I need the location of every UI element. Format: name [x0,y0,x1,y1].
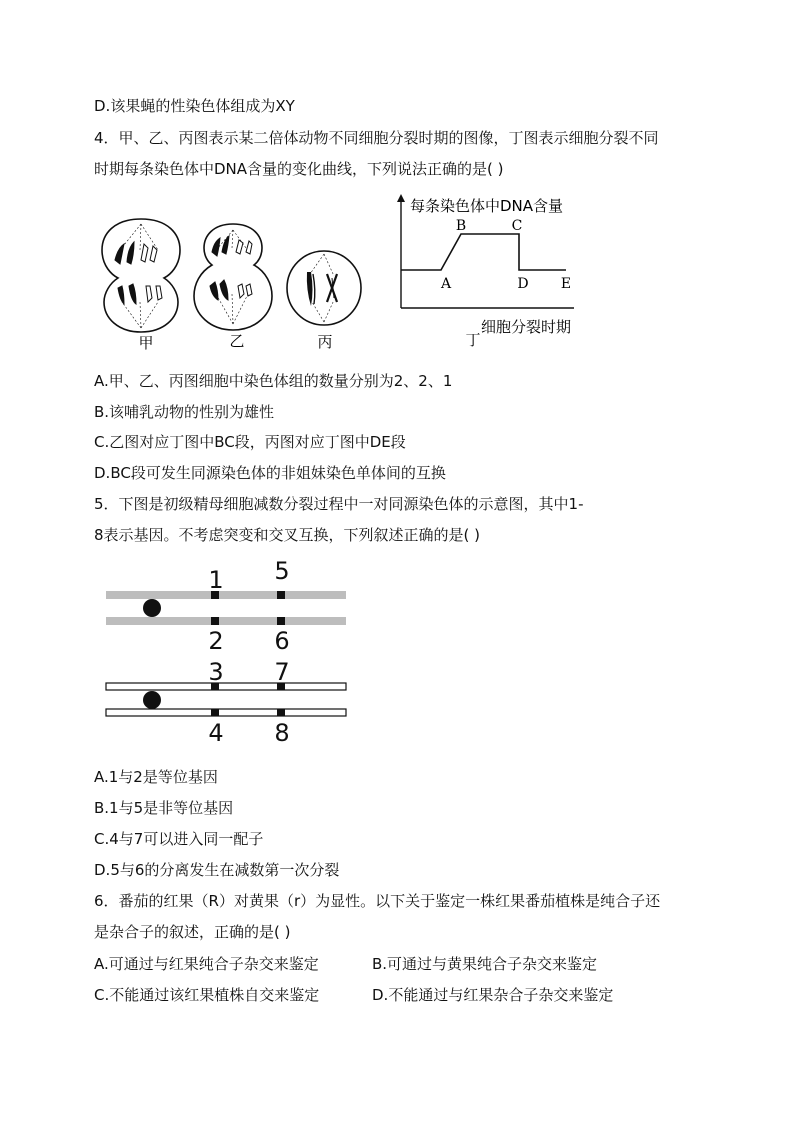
gene-number-6: 6 [274,627,290,655]
q5-stem-line1: 5．下图是初级精母细胞减数分裂过程中一对同源染色体的示意图，其中1- [94,495,584,513]
point-e: E [560,276,572,292]
point-b: B [455,218,467,234]
q6-option-d: D.不能通过与红果杂合子杂交来鉴定 [372,986,614,1004]
q5-figure [100,555,360,755]
point-a: A [440,276,452,292]
gene-number-4: 4 [208,719,224,747]
q6-stem-line2: 是杂合子的叙述，正确的是( ) [94,923,291,941]
centromere-upper [143,599,161,617]
gene-number-5: 5 [274,557,290,585]
q4-option-a: A.甲、乙、丙图细胞中染色体组的数量分别为2、2、1 [94,372,453,390]
cell-label-bing: 丙 [317,333,333,351]
cell-jia-chromosomes [115,242,162,304]
q4-option-b: B.该哺乳动物的性别为雄性 [94,403,275,421]
cell-jia [102,219,180,332]
q3-option-d: D.该果蝇的性染色体组成为XY [94,97,295,115]
graph-label-ding: 丁 [465,331,481,349]
gene-locus-4 [211,709,219,716]
gene-locus-2 [211,617,219,625]
q5-stem-line2: 8表示基因。不考虑突变和交叉互换，下列叙述正确的是( ) [94,526,481,544]
cell-label-jia: 甲 [138,334,154,352]
chromatid-2 [106,617,346,625]
q4-option-c: C.乙图对应丁图中BC段，丙图对应丁图中DE段 [94,433,406,451]
chromatid-4 [106,709,346,716]
centromere-lower [143,691,161,709]
gene-number-8: 8 [274,719,290,747]
gene-number-3: 3 [208,658,224,686]
gene-locus-5 [277,591,285,599]
gene-number-2: 2 [208,627,224,655]
cell-jia-spindle [120,224,158,328]
q6-stem-line1: 6．番茄的红果（R）对黄果（r）为显性。以下关于鉴定一株红果番茄植株是纯合子还 [94,892,661,910]
q4-option-d: D.BC段可发生同源染色体的非姐妹染色单体间的互换 [94,464,446,482]
cell-yi [194,224,272,330]
q5-option-a: A.1与2是等位基因 [94,768,218,786]
gene-locus-6 [277,617,285,625]
dna-curve [401,234,566,270]
cell-yi-spindle [216,230,248,324]
q4-stem-line2: 时期每条染色体中DNA含量的变化曲线，下列说法正确的是( ) [94,160,504,178]
graph-ylabel: 每条染色体中DNA含量 [410,197,564,215]
q4-stem-line1: 4．甲、乙、丙图表示某二倍体动物不同细胞分裂时期的图像，丁图表示细胞分裂不同 [94,129,659,147]
chromatid-1 [106,591,346,599]
q6-option-c: C.不能通过该红果植株自交来鉴定 [94,986,320,1004]
cell-bing [287,251,361,325]
cell-label-yi: 乙 [229,332,245,350]
q6-option-a: A.可通过与红果纯合子杂交来鉴定 [94,955,319,973]
q4-figure [0,190,794,365]
cell-yi-chromosomes [210,236,252,300]
gene-locus-8 [277,709,285,716]
gene-number-1: 1 [208,566,224,594]
graph-ding [397,194,574,349]
point-d: D [517,276,529,292]
gene-number-7: 7 [274,658,290,686]
q5-option-d: D.5与6的分离发生在减数第一次分裂 [94,861,340,879]
point-c: C [511,218,523,234]
chromatid-3 [106,683,346,690]
q5-option-c: C.4与7可以进入同一配子 [94,830,264,848]
q6-option-b: B.可通过与黄果纯合子杂交来鉴定 [372,955,598,973]
graph-xlabel: 细胞分裂时期 [481,318,572,336]
q5-option-b: B.1与5是非等位基因 [94,799,234,817]
